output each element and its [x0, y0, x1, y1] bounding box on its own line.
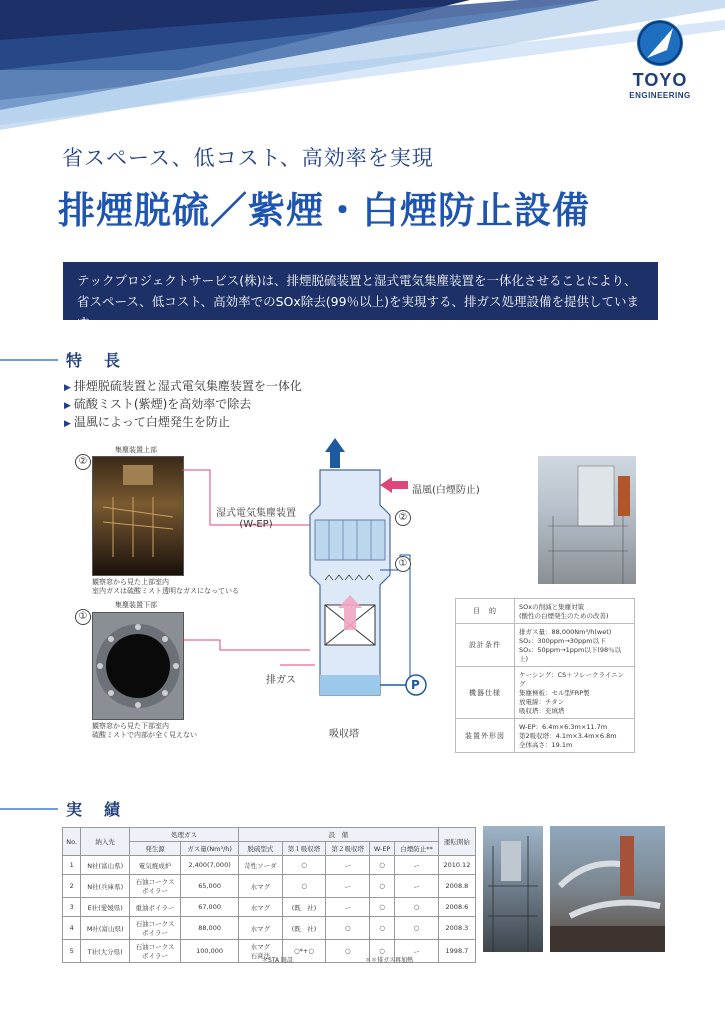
- col-header: 脱硫型式: [239, 842, 283, 856]
- col-header: 設 備: [239, 828, 439, 842]
- logo-subtext: ENGINEERING: [629, 91, 691, 100]
- col-header: W-EP: [370, 842, 395, 856]
- spec-value: 排ガス量：88,000Nm³/h(wet) SO₂：300ppm→30ppm以下 SO₃：50ppm→1ppm以下(98％以上): [515, 624, 635, 667]
- photo-top-caption: 観察窓から見た上部室内 室内ガスは硫酸ミスト透明なガスになっている: [92, 578, 239, 595]
- warm-air-label: 温風(白煙防止): [412, 485, 480, 496]
- col-header: 発生源: [129, 842, 180, 856]
- logo-mark-icon: [637, 20, 683, 66]
- col-header: 納入先: [81, 828, 130, 856]
- table-note-2: ＊＊排ガス再加熱: [365, 957, 414, 964]
- spec-table: [455, 598, 635, 753]
- photo-bottom-image: [92, 612, 184, 720]
- col-header: 運転開始: [438, 828, 475, 856]
- company-logo: [620, 20, 700, 100]
- warm-air-arrow-icon: [380, 477, 408, 493]
- photo-bottom-label: 集塵装置下部: [115, 601, 157, 609]
- absorber-label: 吸収塔: [329, 729, 359, 740]
- result-photo-1: [483, 826, 543, 952]
- table-row: 5 T社(大分県) 石油コークス ボイラー 100,000 水マグ 石膏法 ○*+○ ○ ○ ー 1998.7: [63, 940, 476, 963]
- photo-bottom-caption: 観察窓から見た下部室内 硫酸ミストで内部が全く見えない: [92, 722, 197, 739]
- intro-line-1: テックプロジェクトサービス(株)は、排煙脱硫装置と湿式電気集塵装置を一体化させることにより、: [77, 273, 637, 288]
- table-row: 2 N社(兵庫県) 石油コークス ボイラー 65,000 水マグ ○ ー ○ ー 2008.8: [63, 875, 476, 898]
- table-row: 3 E社(愛媛県) 重油ボイラー 67,000 水マグ (既 社) ー ○ ○ 2008.6: [63, 898, 476, 917]
- photo-top-number: ②: [75, 454, 91, 470]
- photo-top-label: 集塵装置上部: [115, 446, 157, 454]
- header-background: [0, 0, 725, 140]
- features-heading: 特長: [0, 348, 300, 370]
- spec-key: 機器仕様: [456, 667, 515, 719]
- photo-top-image: [92, 456, 184, 576]
- col-header: 白煙防止**: [395, 842, 439, 856]
- up-arrow-icon: [325, 438, 345, 468]
- col-header: 第１吸収塔: [282, 842, 326, 856]
- feature-item: ▶ 温風によって白煙発生を防止: [64, 415, 230, 429]
- col-header: ガス量(Nm³/h): [181, 842, 239, 856]
- spec-value: ケーシング：CS＋フレークライニング 集塵極板：セル型FRP製 放電線：チタン 吸収塔：充填塔: [515, 667, 635, 719]
- table-note-1: ＊STA 既設: [262, 957, 294, 964]
- logo-text: TOYO: [632, 70, 688, 90]
- diagram-number-2: ②: [395, 510, 411, 526]
- spec-value: W-EP：6.4m×6.3m×11.7m 第2吸収塔：4.1m×3.4m×6.8m 全体高さ：19.1m: [515, 719, 635, 753]
- result-photo-2: [550, 826, 665, 952]
- process-diagram: [180, 430, 450, 730]
- spec-key: 目 的: [456, 599, 515, 624]
- wep-label: 湿式電気集塵装置 (W-EP): [216, 508, 296, 530]
- spec-key: 設計条件: [456, 624, 515, 667]
- photo-bottom-number: ①: [75, 609, 91, 625]
- results-heading: 実績: [0, 797, 300, 819]
- pump-label: P: [411, 678, 420, 692]
- table-row: 1 N社(富山県) 電気焼成炉 2,400(7,000) 苛性ソーダ ○ ー ○ ー 2010.12: [63, 856, 476, 875]
- feature-item: ▶ 排煙脱硫装置と湿式電気集塵装置を一体化: [64, 379, 302, 393]
- spec-value: SOxの削減と集塵対策 (酸性の白煙発生のための改善): [515, 599, 635, 624]
- intro-box: [63, 262, 658, 330]
- intro-line-2: 省スペース、低コスト、高効率でのSOx除去(99％以上)を実現する、排ガス処理設備を提供しています。: [77, 294, 639, 330]
- page-subtitle: 省スペース、低コスト、高効率を実現: [62, 146, 434, 170]
- feature-item: ▶ 硫酸ミスト(紫煙)を高効率で除去: [64, 397, 252, 411]
- page-title: 排煙脱硫／紫煙・白煙防止設備: [58, 189, 590, 232]
- results-table: [62, 827, 476, 963]
- col-header: 第２吸収塔: [326, 842, 370, 856]
- table-row: 4 M社(富山県) 石油コークス ボイラー 88,000 水マグ (既 社) ○ ○ ○ 2008.3: [63, 917, 476, 940]
- col-header: No.: [63, 828, 81, 856]
- diagram-number-1: ①: [395, 556, 411, 572]
- exhaust-label: 排ガス: [266, 675, 296, 686]
- plant-photo: [538, 456, 636, 584]
- col-header: 処理ガス: [129, 828, 238, 842]
- spec-key: 装置外形図: [456, 719, 515, 753]
